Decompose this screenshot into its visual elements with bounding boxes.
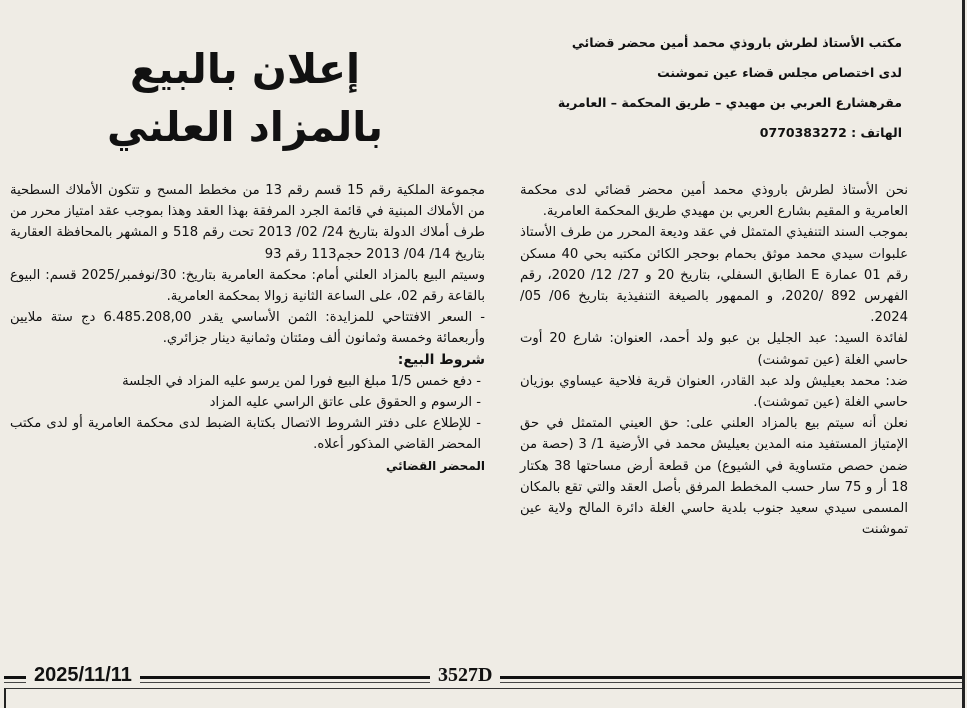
title-line-1: إعلان بالبيع <box>129 45 361 93</box>
announcement-title <box>100 40 390 156</box>
condition-item: - دفع خمس 1/5 مبلغ البيع فورا لمن يرسو عليه المزاد في الجلسة <box>122 373 481 389</box>
signature: المحضر القضائي <box>385 458 485 473</box>
sale-object: نعلن أنه سيتم بيع بالمزاد العلني على: حق العيني المتمثل في حق الإمتياز المستفيد منه المدين بعيليش محمد في الأرضية 1/ 3 (حصة من ضمن حصص متساوية في الشيوع) من قطعة أرض مساحتها 38 هكتار 18 أر و 75 سار حسب المخطط المرفق بأصل العقد والتي تقع بالمكان المسمى سيدي سعيد جنوب بلدية حاسي الغلة دائرة المالح ولاية عين تموشنت <box>520 416 909 538</box>
ad-code: 3527D <box>430 662 500 688</box>
office-name: مكتب الأستاذ لطرش باروذي محمد أمين محضر قضائي <box>571 35 902 50</box>
left-column <box>10 180 485 477</box>
office-header <box>520 28 902 148</box>
title-line-2: بالمزاد العلني <box>106 103 384 151</box>
office-phone: الهاتف : 0770383272 <box>759 125 902 140</box>
condition-item: - للإطلاع على دفتر الشروط الاتصال بكتابة الضبط لدى محكمة العامرية أو لدى مكتب المحضر القاضي المذكور أعلاه. <box>10 416 481 453</box>
right-column <box>520 180 908 540</box>
office-jurisdiction: لدى اختصاص مجلس قضاء عين تموشنت <box>657 65 902 80</box>
page-border <box>962 0 965 708</box>
auction-venue: وسيتم البيع بالمزاد العلني أمام: محكمة العامرية بتاريخ: 30/نوفمبر/2025 قسم: البيوع بالقاعة رقم 02، على الساعة الثانية زوالا بمحكمة العامرية. <box>10 267 485 305</box>
enforcement-title: بموجب السند التنفيذي المتمثل في عقد وديعة المحرر من طرف الأستاذ علبوات سيدي محمد موثق بحمام بوحجر الكائن مكتبه بحي 40 مسكن رقم 01 عمارة E الطابق السفلي، بتاريخ 20 و 27/ 12/ 2020، رقم الفهرس 892 /2020، و الممهور بالصيغة التنفيذية بتاريخ 06/ 05/ 2024. <box>520 225 909 326</box>
condition-item: - الرسوم و الحقوق على عاتق الراسي عليه المزاد <box>209 395 481 411</box>
debtor: ضد: محمد بعيليش ولد عبد القادر، العنوان قرية فلاحية عيساوي بوزيان حاسي الغلة (عين تموشنت). <box>520 373 908 411</box>
issue-date: 2025/11/11 <box>26 662 140 688</box>
beneficiary: لفائدة السيد: عبد الجليل بن عبو ولد أحمد، العنوان: شارع 20 أوت حاسي الغلة (عين تموشنت) <box>520 331 909 368</box>
property-details: مجموعة الملكية رقم 15 قسم رقم 13 من مخطط المسح و تتكون الأملاك السطحية من الأملاك المبنية في قائمة الجرد المرفقة بهذا العقد وهذا بموجب عقد امتياز محرر من طرف أملاك الدولة بتاريخ 24/ 02/ 2013 تحت رقم 518 و المشهر بالمحافظة العقارية بتاريخ 14/ 04/ 2013 حجم113 رقم 93 <box>10 183 485 262</box>
bailiff-intro: نحن الأستاذ لطرش باروذي محمد أمين محضر قضائي لدى محكمة العامرية و المقيم بشارع العربي بن مهيدي طريق المحكمة العامرية. <box>520 183 908 220</box>
opening-price: - السعر الافتتاحي للمزايدة: الثمن الأساسي يقدر 6.485.208,00 دج ستة ملايين وأربعمائة وخمسة وثمانون ألف ومئتان وثمانية دينار جزائري. <box>10 310 485 347</box>
conditions-heading: شروط البيع: <box>397 351 485 368</box>
office-address: مقرهشارع العربي بن مهيدي – طريق المحكمة – العامرية <box>557 95 902 110</box>
next-ad-border <box>4 688 962 708</box>
